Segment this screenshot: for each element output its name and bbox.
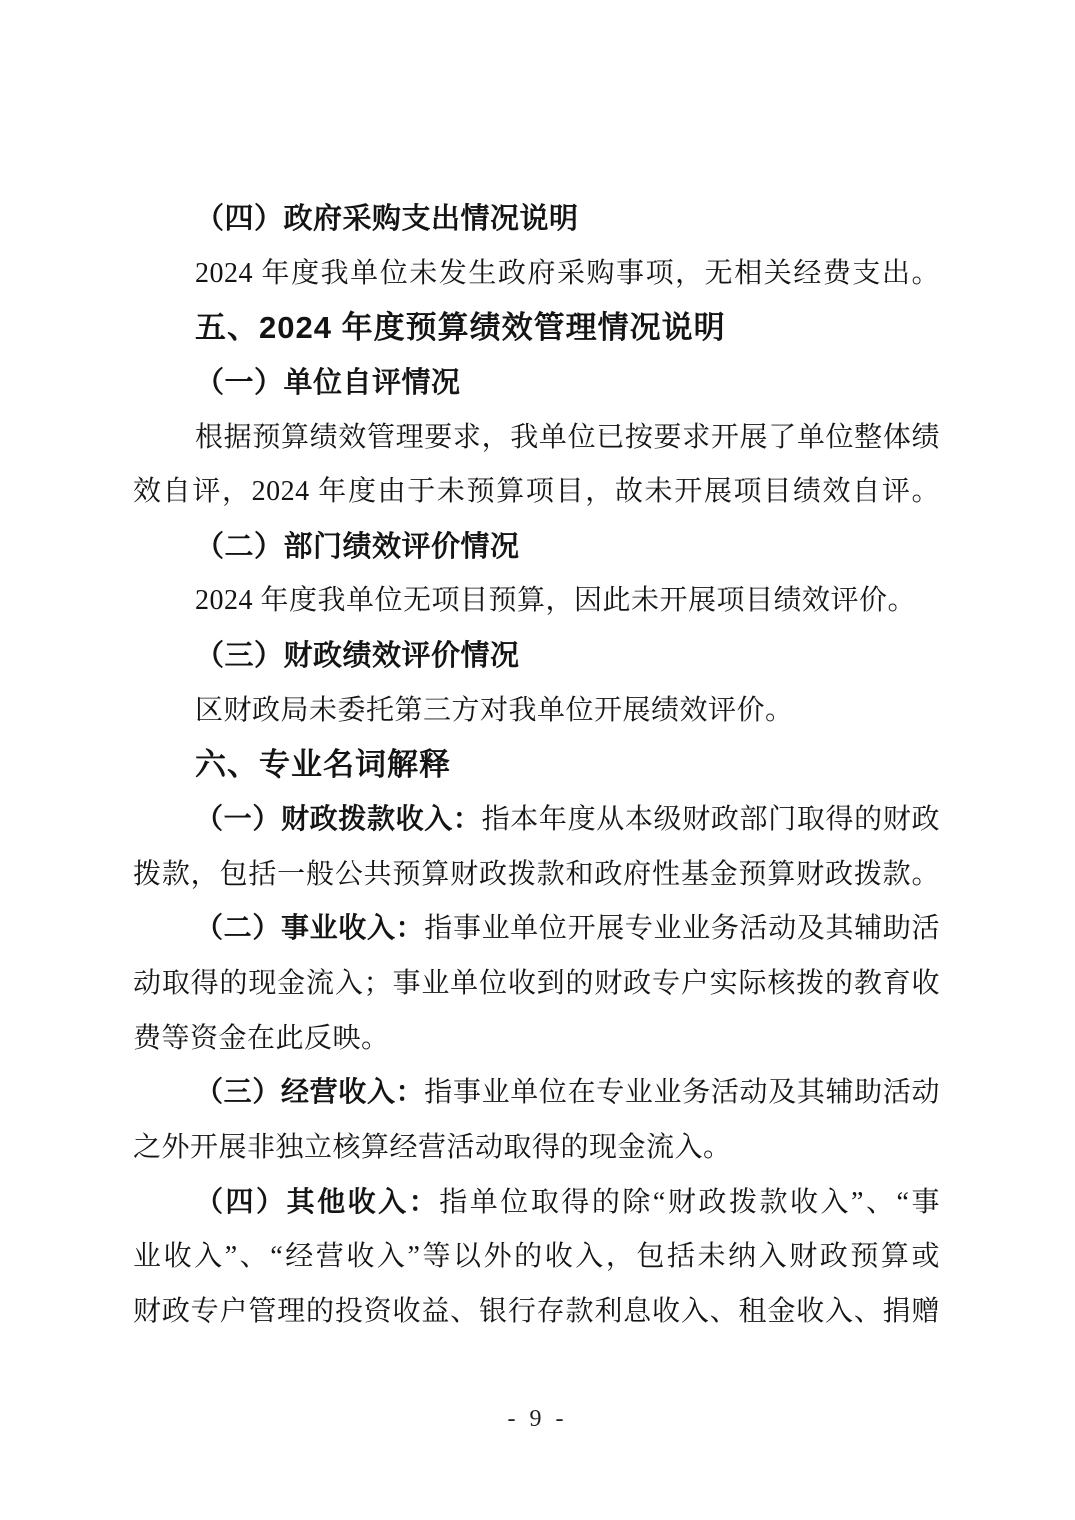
term-fiscal-appropriation-income: （一）财政拨款收入： [195, 804, 482, 836]
def-institution-income-text: 指事业单位开展专业业务活动及其辅助活 [424, 913, 940, 945]
def-other-income-line-3: 财政专户管理的投资收益、银行存款利息收入、租金收入、捐赠 [133, 1295, 940, 1327]
document-body [133, 192, 940, 1339]
def-fiscal-appropriation-income-text: 指本年度从本级财政部门取得的财政 [481, 804, 940, 836]
para-self-evaluation-line-1: 根据预算绩效管理要求，我单位已按要求开展了单位整体绩 [195, 421, 940, 453]
term-other-income: （四）其他收入： [195, 1186, 440, 1218]
para-fiscal-performance-evaluation: 区财政局未委托第三方对我单位开展绩效评价。 [195, 694, 794, 726]
term-institution-income: （二）事业收入： [195, 913, 425, 945]
def-business-income-text: 指事业单位在专业业务活动及其辅助活动 [424, 1077, 940, 1109]
heading-fiscal-performance-evaluation: （三）财政绩效评价情况 [195, 640, 520, 673]
def-fiscal-appropriation-income-line-2: 拨款，包括一般公共预算财政拨款和政府性基金预算财政拨款。 [133, 858, 940, 890]
def-business-income-line-2: 之外开展非独立核算经营活动取得的现金流入。 [133, 1131, 732, 1163]
heading-department-performance-evaluation: （二）部门绩效评价情况 [195, 530, 520, 563]
def-other-income-line-2: 业收入”、“经营收入”等以外的收入，包括未纳入财政预算或 [133, 1241, 940, 1273]
heading-section-6-terminology: 六、专业名词解释 [195, 747, 451, 783]
def-other-income-text: 指单位取得的除“财政拨款收入”、“事 [439, 1186, 940, 1218]
def-other-income-line-1 [133, 1176, 940, 1231]
def-operating-income-institution-line-1 [133, 902, 940, 957]
heading-section-5-budget-performance: 五、2024 年度预算绩效管理情况说明 [195, 310, 726, 346]
def-fiscal-appropriation-income-line-1 [133, 793, 940, 848]
def-institution-income-line-3: 费等资金在此反映。 [133, 1022, 390, 1054]
heading-self-evaluation: （一）单位自评情况 [195, 366, 461, 399]
para-department-performance-evaluation: 2024 年度我单位无项目预算，因此未开展项目绩效评价。 [195, 585, 917, 617]
page-number: - 9 - [507, 1406, 568, 1432]
def-business-income-line-1 [133, 1066, 940, 1121]
para-gov-procurement: 2024 年度我单位未发生政府采购事项，无相关经费支出。 [195, 257, 940, 289]
def-institution-income-line-2: 动取得的现金流入；事业单位收到的财政专户实际核拨的教育收 [133, 967, 940, 999]
term-business-income: （三）经营收入： [195, 1077, 425, 1109]
para-self-evaluation-line-2: 效自评，2024 年度由于未预算项目，故未开展项目绩效自评。 [133, 476, 940, 508]
heading-gov-procurement-spending: （四）政府采购支出情况说明 [195, 203, 579, 235]
